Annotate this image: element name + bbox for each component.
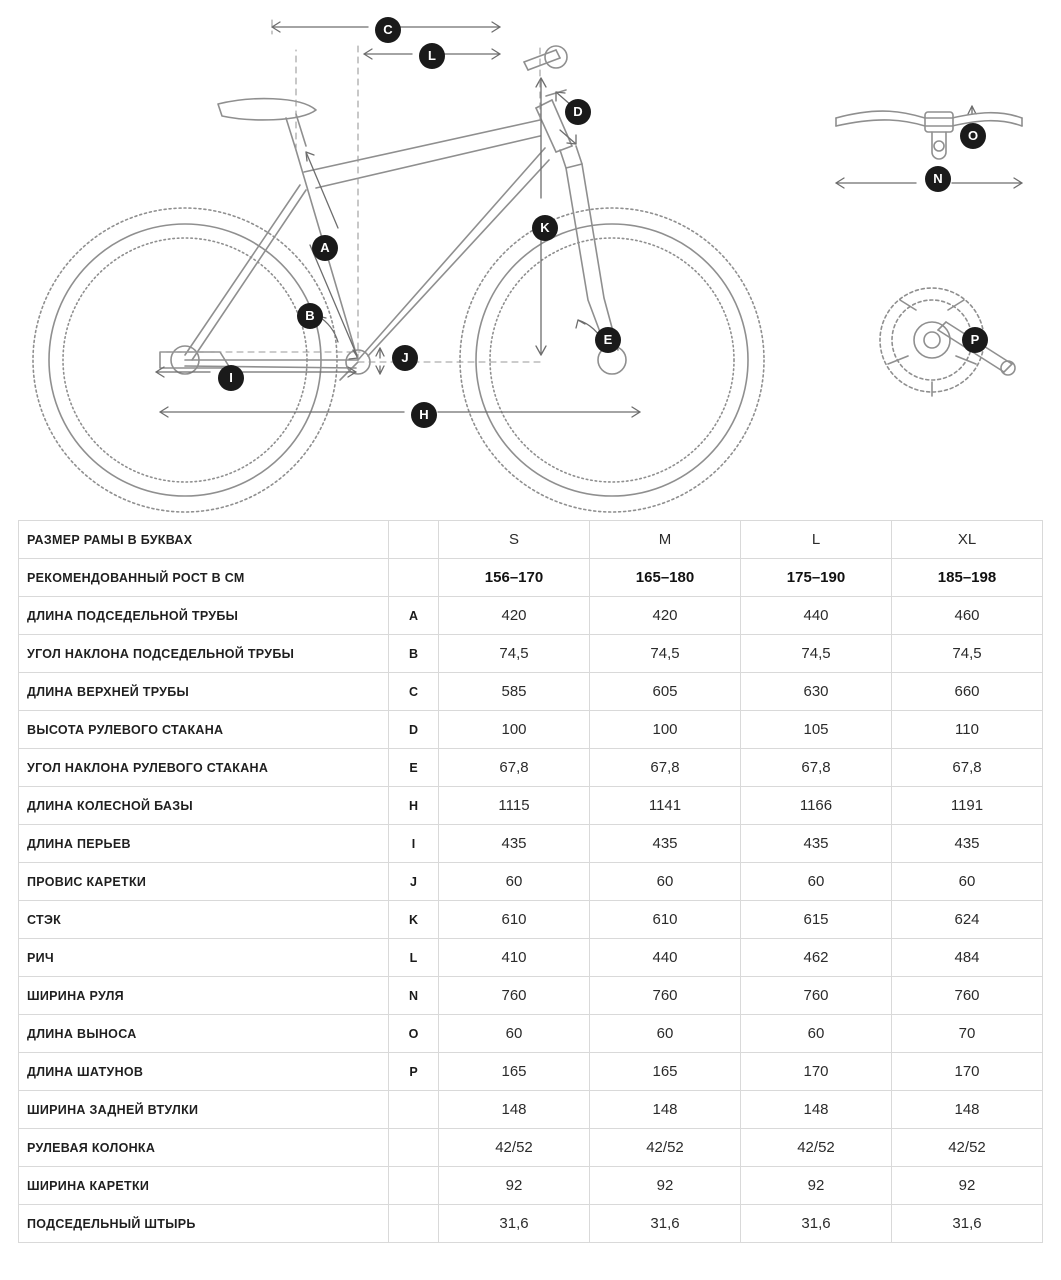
table-row: [19, 559, 1043, 597]
row-value: 1141: [590, 787, 741, 825]
row-value: 435: [439, 825, 590, 863]
row-value: 74,5: [741, 635, 892, 673]
row-value: 615: [741, 901, 892, 939]
row-value: 630: [741, 673, 892, 711]
row-value: 31,6: [892, 1205, 1043, 1243]
row-label: ШИРИНА ЗАДНЕЙ ВТУЛКИ: [19, 1091, 389, 1129]
row-value: 67,8: [439, 749, 590, 787]
table-row: [19, 521, 1043, 559]
row-value: 110: [892, 711, 1043, 749]
row-value: 42/52: [590, 1129, 741, 1167]
row-letter: D: [389, 711, 439, 749]
row-label: ДЛИНА КОЛЕСНОЙ БАЗЫ: [19, 787, 389, 825]
row-value: 605: [590, 673, 741, 711]
row-value: 760: [741, 977, 892, 1015]
row-letter: [389, 1167, 439, 1205]
row-label: ДЛИНА ВЕРХНЕЙ ТРУБЫ: [19, 673, 389, 711]
bike-geometry-diagram: [0, 0, 1061, 520]
row-label: ПОДСЕДЕЛЬНЫЙ ШТЫРЬ: [19, 1205, 389, 1243]
row-value: 148: [590, 1091, 741, 1129]
row-letter: H: [389, 787, 439, 825]
row-value: 148: [892, 1091, 1043, 1129]
callout-badge-a: A: [312, 235, 338, 261]
table-row: [19, 1015, 1043, 1053]
callout-badge-o: O: [960, 123, 986, 149]
row-value: 67,8: [892, 749, 1043, 787]
row-value: 435: [741, 825, 892, 863]
row-value: 585: [439, 673, 590, 711]
row-value: 165: [590, 1053, 741, 1091]
row-value: 67,8: [741, 749, 892, 787]
row-value: 70: [892, 1015, 1043, 1053]
row-value: 100: [590, 711, 741, 749]
row-value: 42/52: [892, 1129, 1043, 1167]
row-value: 440: [741, 597, 892, 635]
row-value: 175–190: [741, 559, 892, 597]
row-value: 60: [439, 863, 590, 901]
callout-badge-p: P: [962, 327, 988, 353]
table-row: [19, 787, 1043, 825]
row-value: 60: [741, 1015, 892, 1053]
row-value: 760: [439, 977, 590, 1015]
callout-badge-n: N: [925, 166, 951, 192]
table-row: [19, 597, 1043, 635]
row-value: 67,8: [590, 749, 741, 787]
row-value: 460: [892, 597, 1043, 635]
callout-badge-h: H: [411, 402, 437, 428]
row-value: 420: [590, 597, 741, 635]
row-value: 105: [741, 711, 892, 749]
row-label: ШИРИНА РУЛЯ: [19, 977, 389, 1015]
row-value: 660: [892, 673, 1043, 711]
row-letter: [389, 1205, 439, 1243]
row-value: 165–180: [590, 559, 741, 597]
row-value: 1166: [741, 787, 892, 825]
row-value: 92: [892, 1167, 1043, 1205]
row-value: 165: [439, 1053, 590, 1091]
table-row: [19, 711, 1043, 749]
row-label: РАЗМЕР РАМЫ В БУКВАХ: [19, 521, 389, 559]
row-label: ВЫСОТА РУЛЕВОГО СТАКАНА: [19, 711, 389, 749]
row-letter: [389, 1091, 439, 1129]
callout-badge-d: D: [565, 99, 591, 125]
callout-badge-e: E: [595, 327, 621, 353]
row-value: 610: [439, 901, 590, 939]
row-value: 410: [439, 939, 590, 977]
row-letter: [389, 559, 439, 597]
row-letter: P: [389, 1053, 439, 1091]
row-letter: O: [389, 1015, 439, 1053]
row-label: УГОЛ НАКЛОНА ПОДСЕДЕЛЬНОЙ ТРУБЫ: [19, 635, 389, 673]
row-value: 100: [439, 711, 590, 749]
row-letter: N: [389, 977, 439, 1015]
row-value: L: [741, 521, 892, 559]
geometry-table: [18, 520, 1043, 1243]
callout-badge-k: K: [532, 215, 558, 241]
table-row: [19, 825, 1043, 863]
row-letter: [389, 1129, 439, 1167]
row-value: 462: [741, 939, 892, 977]
callout-badge-c: C: [375, 17, 401, 43]
row-value: 435: [892, 825, 1043, 863]
row-value: 1115: [439, 787, 590, 825]
row-value: XL: [892, 521, 1043, 559]
row-value: 92: [439, 1167, 590, 1205]
row-value: 31,6: [741, 1205, 892, 1243]
row-letter: [389, 521, 439, 559]
table-row: [19, 863, 1043, 901]
callout-badge-j: J: [392, 345, 418, 371]
table-row: [19, 1167, 1043, 1205]
row-label: ДЛИНА ПОДСЕДЕЛЬНОЙ ТРУБЫ: [19, 597, 389, 635]
callout-badge-i: I: [218, 365, 244, 391]
callout-badge-l: L: [419, 43, 445, 69]
row-value: 148: [741, 1091, 892, 1129]
row-letter: A: [389, 597, 439, 635]
row-label: ДЛИНА ПЕРЬЕВ: [19, 825, 389, 863]
row-value: 60: [741, 863, 892, 901]
row-label: ДЛИНА ШАТУНОВ: [19, 1053, 389, 1091]
table-row: [19, 901, 1043, 939]
table-row: [19, 939, 1043, 977]
row-value: 60: [590, 863, 741, 901]
row-value: 156–170: [439, 559, 590, 597]
table-row: [19, 673, 1043, 711]
row-label: РЕКОМЕНДОВАННЫЙ РОСТ В СМ: [19, 559, 389, 597]
row-value: 1191: [892, 787, 1043, 825]
row-value: 31,6: [439, 1205, 590, 1243]
bike-line-drawing: [0, 0, 1061, 520]
row-value: S: [439, 521, 590, 559]
row-label: СТЭК: [19, 901, 389, 939]
row-value: 42/52: [439, 1129, 590, 1167]
row-label: РУЛЕВАЯ КОЛОНКА: [19, 1129, 389, 1167]
row-value: 74,5: [590, 635, 741, 673]
row-value: 610: [590, 901, 741, 939]
row-value: 60: [892, 863, 1043, 901]
row-label: УГОЛ НАКЛОНА РУЛЕВОГО СТАКАНА: [19, 749, 389, 787]
row-letter: E: [389, 749, 439, 787]
row-value: 170: [892, 1053, 1043, 1091]
row-value: 760: [892, 977, 1043, 1015]
row-letter: C: [389, 673, 439, 711]
row-value: 74,5: [439, 635, 590, 673]
row-value: 60: [439, 1015, 590, 1053]
table-row: [19, 1205, 1043, 1243]
row-value: 420: [439, 597, 590, 635]
row-value: 484: [892, 939, 1043, 977]
row-letter: I: [389, 825, 439, 863]
row-value: 92: [590, 1167, 741, 1205]
row-label: ШИРИНА КАРЕТКИ: [19, 1167, 389, 1205]
row-value: 760: [590, 977, 741, 1015]
table-row: [19, 1053, 1043, 1091]
table-row: [19, 1129, 1043, 1167]
row-label: РИЧ: [19, 939, 389, 977]
row-label: ДЛИНА ВЫНОСА: [19, 1015, 389, 1053]
table-row: [19, 977, 1043, 1015]
row-value: 435: [590, 825, 741, 863]
row-value: 624: [892, 901, 1043, 939]
row-value: 440: [590, 939, 741, 977]
geometry-table-wrapper: [0, 520, 1061, 1243]
row-value: M: [590, 521, 741, 559]
row-value: 170: [741, 1053, 892, 1091]
row-value: 60: [590, 1015, 741, 1053]
row-letter: B: [389, 635, 439, 673]
row-value: 42/52: [741, 1129, 892, 1167]
row-label: ПРОВИС КАРЕТКИ: [19, 863, 389, 901]
row-letter: L: [389, 939, 439, 977]
row-value: 185–198: [892, 559, 1043, 597]
table-row: [19, 749, 1043, 787]
row-value: 92: [741, 1167, 892, 1205]
row-letter: J: [389, 863, 439, 901]
table-row: [19, 1091, 1043, 1129]
row-value: 148: [439, 1091, 590, 1129]
callout-badge-b: B: [297, 303, 323, 329]
table-row: [19, 635, 1043, 673]
row-value: 31,6: [590, 1205, 741, 1243]
row-value: 74,5: [892, 635, 1043, 673]
row-letter: K: [389, 901, 439, 939]
